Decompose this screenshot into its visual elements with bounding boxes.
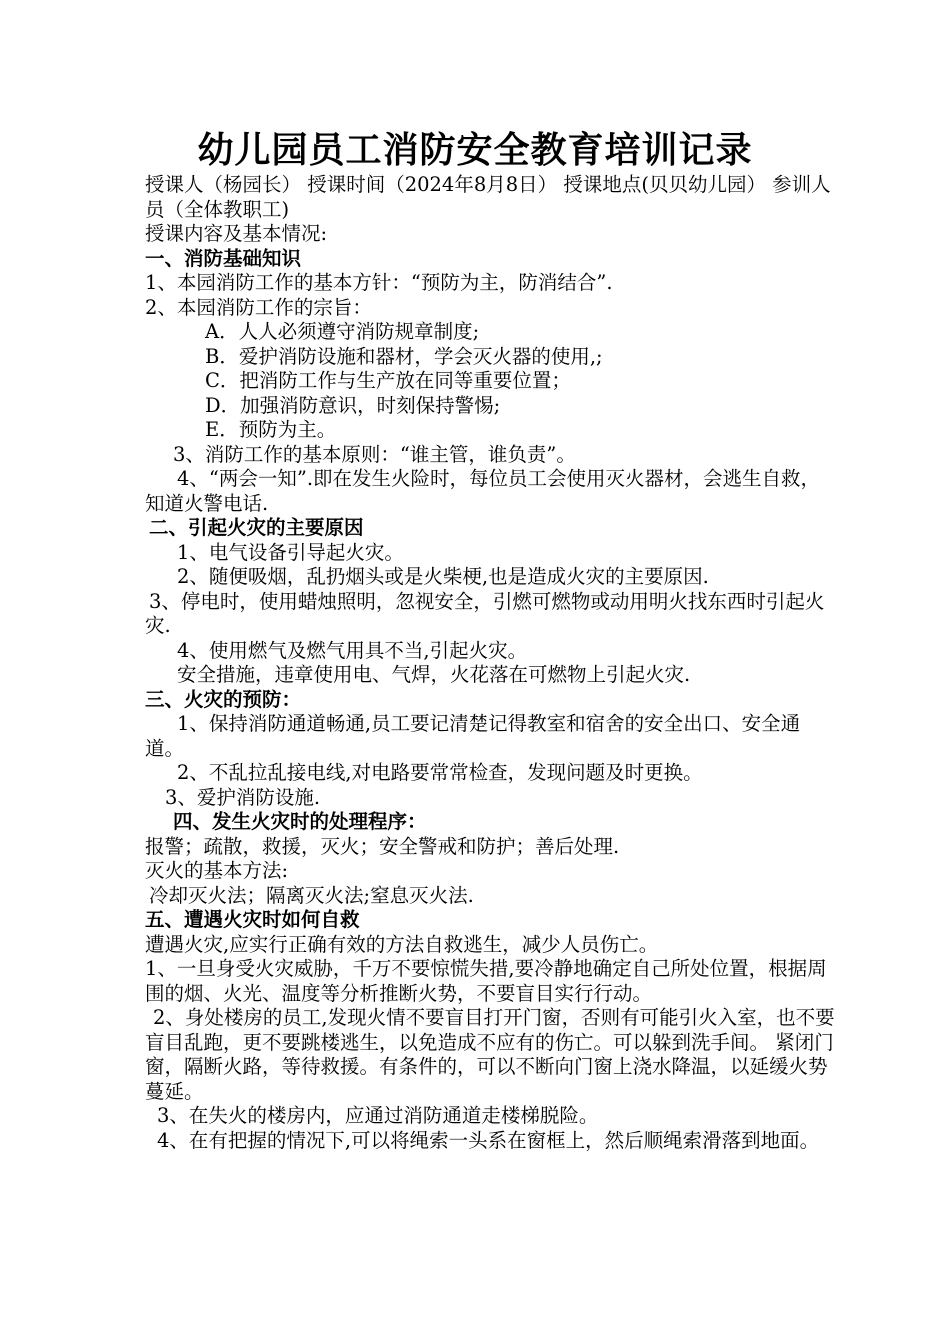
section1-item-c: C．把消防工作与生产放在同等重要位置； bbox=[205, 369, 571, 392]
section1-heading: 一、消防基础知识 bbox=[145, 246, 302, 270]
section4-p2: 灭火的基本方法: bbox=[145, 859, 289, 882]
section2-p2: 2、随便吸烟，乱扔烟头或是火柴梗,也是造成火灾的主要原因. bbox=[177, 565, 709, 588]
section2-p3: 3、停电时，使用蜡烛照明，忽视安全，引燃可燃物或动用明火找东西时引起火灾. bbox=[145, 589, 825, 637]
document-body bbox=[145, 173, 835, 1153]
section1-item-a: A．人人必须遵守消防规章制度; bbox=[205, 320, 480, 343]
section2-p4: 4、使用燃气及燃气用具不当,引起火灾。 bbox=[177, 638, 528, 662]
section3-p3: 3、爱护消防设施. bbox=[165, 785, 321, 809]
section3-p1: 1、保持消防通道畅通,员工要记清楚记得教室和宿舍的安全出口、安全通道。 bbox=[145, 712, 801, 760]
section5-p3: 3、在失火的楼房内，应通过消防通道走楼梯脱险。 bbox=[157, 1104, 599, 1127]
section5-p4: 4、在有把握的情况下,可以将绳索一头系在窗框上，然后顺绳索滑落到地面。 bbox=[157, 1128, 820, 1152]
section5-p2: 2、身处楼房的员工,发现火情不要盲目打开门窗，否则有可能引火入室，也不要盲目乱跑，更不要跳楼逃生，以免造成不应有的伤亡。可以躲到洗手间。 紧闭门窗，隔断火路，等待救援。有条件的，可以不断向门窗上浇水降温，以延缓火势蔓延。 bbox=[145, 1006, 835, 1103]
section4-p3: 冷却灭火法；隔离灭火法;窒息灭火法. bbox=[149, 883, 474, 907]
section2-p5: 安全措施，违章使用电、气焊，火花落在可燃物上引起火灾. bbox=[177, 663, 691, 686]
section1-item-e: E．预防为主。 bbox=[205, 418, 337, 441]
section2-p1: 1、电气设备引导起火灾。 bbox=[177, 540, 404, 564]
section3-p2: 2、不乱拉乱接电线,对电路要常常检查，发现问题及时更换。 bbox=[177, 761, 703, 784]
section5-p0: 遭遇火灾,应实行正确有效的方法自救逃生，减少人员伤亡。 bbox=[145, 932, 659, 956]
section4-heading: 四、发生火灾时的处理程序： bbox=[173, 810, 427, 833]
section1-p3: 3、消防工作的基本原则：“谁主管，谁负责”。 bbox=[173, 442, 576, 466]
section1-p4: 4、“两会一知”.即在发生火险时，每位员工会使用灭火器材，会逃生自救，知道火警电话. bbox=[145, 467, 821, 515]
section1-p2: 2、本园消防工作的宗旨： bbox=[145, 295, 372, 319]
section1-item-b: B．爱护消防设施和器材，学会灭火器的使用,; bbox=[205, 344, 603, 368]
section5-p1: 1、一旦身受火灾威胁，千万不要惊慌失措,要冷静地确定自己所处位置，根据周围的烟、火光、温度等分析推断火势，不要盲目实行行动。 bbox=[145, 957, 827, 1005]
content-heading: 授课内容及基本情况: bbox=[145, 222, 328, 245]
section5-heading: 五、遭遇火灾时如何自救 bbox=[145, 908, 360, 931]
course-meta: 授课人（杨园长） 授课时间（2024年8月8日） 授课地点(贝贝幼儿园） 参训人员（全体教职工) bbox=[145, 173, 831, 221]
section3-heading: 三、火灾的预防： bbox=[145, 687, 302, 711]
section4-p1: 报警；疏散，救援，灭火；安全警戒和防护；善后处理. bbox=[145, 834, 620, 858]
document-title: 幼儿园员工消防安全教育培训记录 bbox=[197, 129, 753, 171]
section1-item-d: D．加强消防意识，时刻保持警惕; bbox=[205, 393, 501, 417]
section2-heading: 二、引起火灾的主要原因 bbox=[149, 516, 364, 539]
section1-p1: 1、本园消防工作的基本方针：“预防为主，防消结合”. bbox=[145, 271, 613, 294]
